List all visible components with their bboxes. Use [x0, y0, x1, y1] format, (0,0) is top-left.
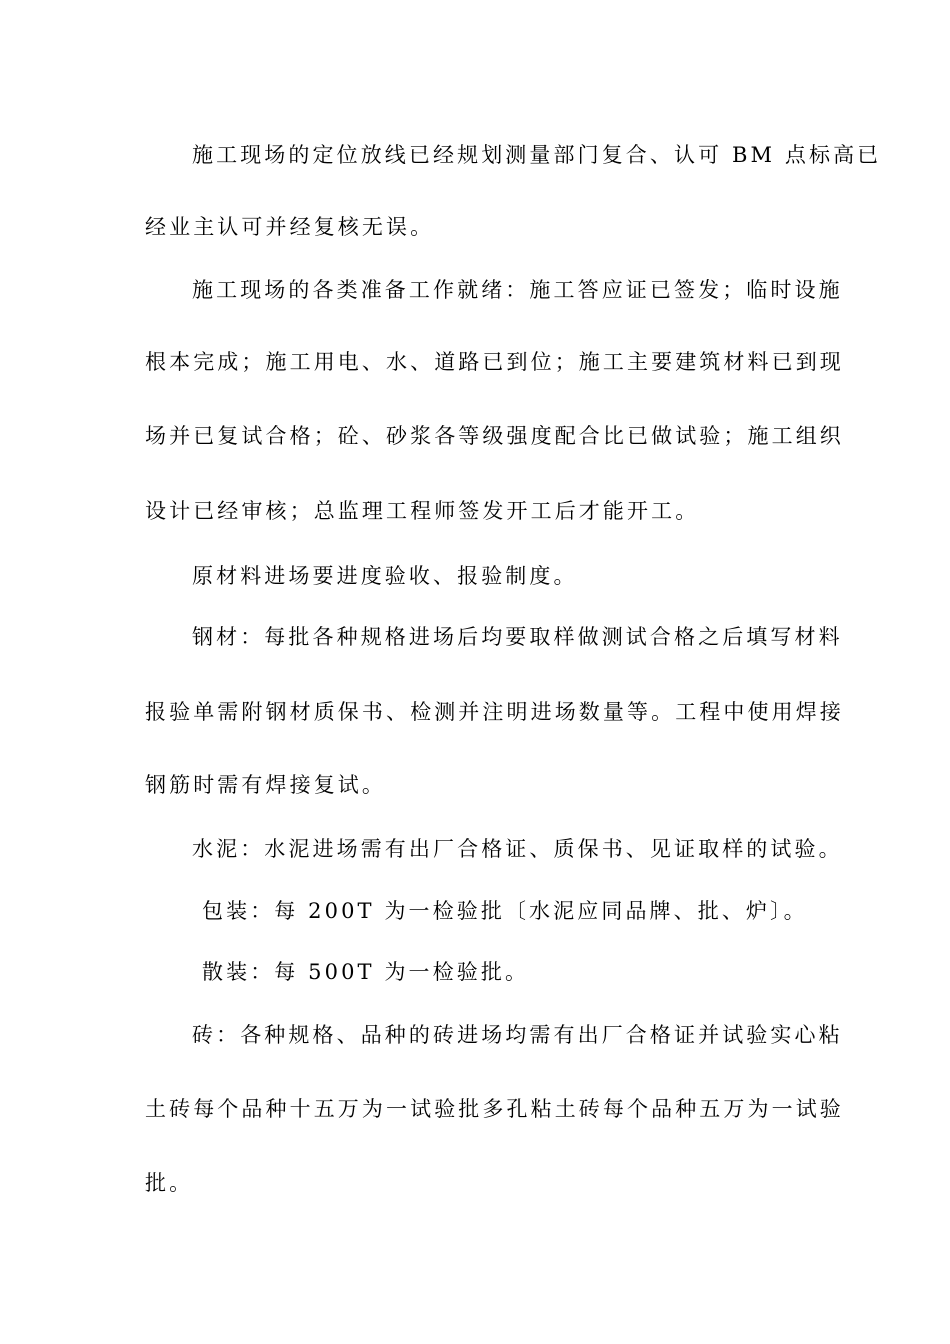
paragraph-line: 包装：每 200T 为一检验批〔水泥应同品牌、批、炉〕。 — [202, 899, 808, 923]
paragraph-line: 根本完成；施工用电、水、道路已到位；施工主要建筑材料已到现 — [145, 350, 844, 374]
paragraph-line: 施工现场的定位放线已经规划测量部门复合、认可 BM 点标高已 — [192, 143, 882, 167]
paragraph-line: 土砖每个品种十五万为一试验批多孔粘土砖每个品种五万为一试验 — [145, 1097, 844, 1121]
paragraph-line: 钢筋时需有焊接复试。 — [145, 773, 386, 797]
paragraph-line: 报验单需附钢材质保书、检测并注明进场数量等。工程中使用焊接 — [145, 700, 844, 724]
paragraph-line: 施工现场的各类准备工作就绪：施工答应证已签发；临时设施 — [192, 278, 843, 302]
paragraph-line: 原材料进场要进度验收、报验制度。 — [192, 564, 578, 588]
paragraph-line: 设计已经审核；总监理工程师签发开工后才能开工。 — [145, 499, 700, 523]
paragraph-line: 砖：各种规格、品种的砖进场均需有出厂合格证并试验实心粘 — [192, 1023, 843, 1047]
paragraph-line: 水泥：水泥进场需有出厂合格证、质保书、见证取样的试验。 — [192, 837, 843, 861]
paragraph-line: 经业主认可并经复核无误。 — [145, 215, 435, 239]
paragraph-line: 钢材：每批各种规格进场后均要取样做测试合格之后填写材料 — [192, 625, 843, 649]
paragraph-line: 散装：每 500T 为一检验批。 — [202, 960, 530, 984]
paragraph-line: 场并已复试合格；砼、砂浆各等级强度配合比已做试验；施工组织 — [145, 424, 844, 448]
paragraph-line: 批。 — [145, 1171, 194, 1195]
